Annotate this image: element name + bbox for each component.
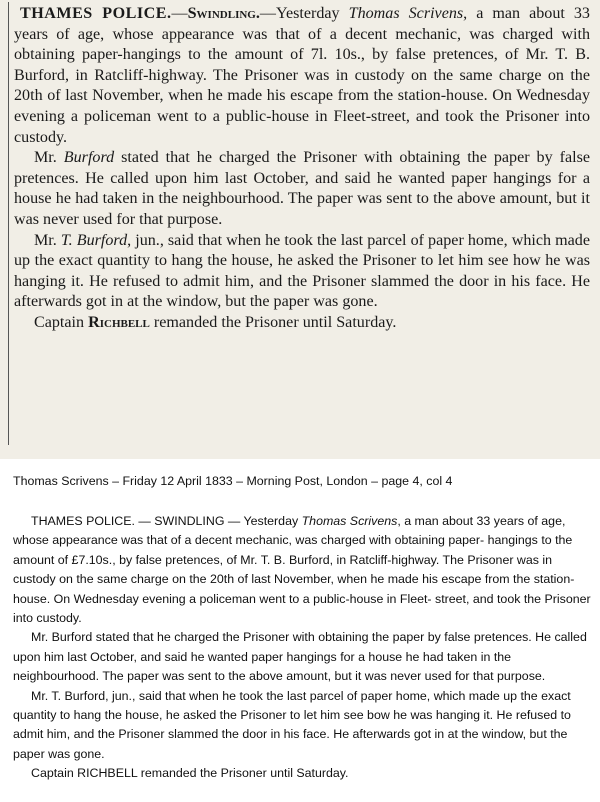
- transcript-paragraph-3: Mr. T. Burford, jun., said that when he took the last parcel of paper home, which made up the exact quantity to hang the house, he asked the Prisoner to let him see bow he was hanging it. He refused to admit him, and the Prisoner slammed the door in his face. He afterwards got in at the window, but the paper was gone.: [13, 688, 571, 761]
- transcript-paragraph-2: Mr. Burford stated that he charged the Prisoner with obtaining the paper by false pretences. He called upon him last October, and said he wanted paper hangings for a house he had taken in the neighbourhood. The paper was sent to the above amount, but it was never used for that purpose.: [13, 630, 587, 684]
- clipping-paragraph-2: Mr. Burford stated that he charged the Prisoner with obtaining the paper by false pretences. He called upon him last October, and said he wanted paper hangings for a house he had taken in the neighbourhood. The paper was sent to the above amount, but it was never used for that purpose.: [14, 149, 591, 228]
- clipping-paragraph-4: Captain Richbell remanded the Prisoner until Saturday.: [34, 313, 397, 331]
- clipping-subhead: Swindling.: [187, 5, 260, 22]
- transcript-paragraph-4: Captain RICHBELL remanded the Prisoner until Saturday.: [31, 766, 349, 781]
- transcript-defendant-name: Thomas Scrivens: [301, 514, 398, 528]
- column-rule: [8, 2, 9, 445]
- clipping-paragraph-3: Mr. T. Burford, jun., said that when he took the last parcel of paper home, which made up the exact quantity to hang the house, he asked the Prisoner to let him see how he was hanging it. He refused to admit him, and the Prisoner slammed the door in his face. He afterwards got in at the window, but the paper was gone.: [14, 231, 590, 311]
- source-caption: Thomas Scrivens – Friday 12 April 1833 – Morning Post, London – page 4, col 4: [13, 474, 453, 488]
- clipping-defendant-name: Thomas Scrivens: [348, 5, 464, 22]
- transcript-paragraph-1: THAMES POLICE. — SWINDLING — Yesterday Thomas Scrivens, a man about 33 years of age, whose appearance was that of a decent mechanic, was charged with obtaining paper- hangings to the amount of £7.10s., by false pretences, of Mr. T. B. Burford, in Ratcliff-highway. The Prisoner was in custody on the same charge on the 20th of last November, when he made his escape from the station-house. On Wednesday evening a policeman went to a public-house in Fleet- street, and took the Prisoner into custody.: [13, 514, 591, 626]
- transcription: [13, 512, 593, 784]
- clipping-paragraph-1: THAMES POLICE.—Swindling.—Yesterday Thomas Scrivens, a man about 33 years of age, whose appearance was that of a decent mechanic, was charged with obtaining paper-hangings to the amount of 7l. 10s., by false pretences, of Mr. T. B. Burford, in Ratcliff-highway. The Prisoner was in custody on the same charge on the 20th of last November, when he made his escape from the station-house. On Wednesday evening a policeman went to a public-house in Fleet-street, and took the Prisoner into custody.: [14, 5, 590, 146]
- clipping-headline: THAMES POLICE.: [20, 5, 172, 22]
